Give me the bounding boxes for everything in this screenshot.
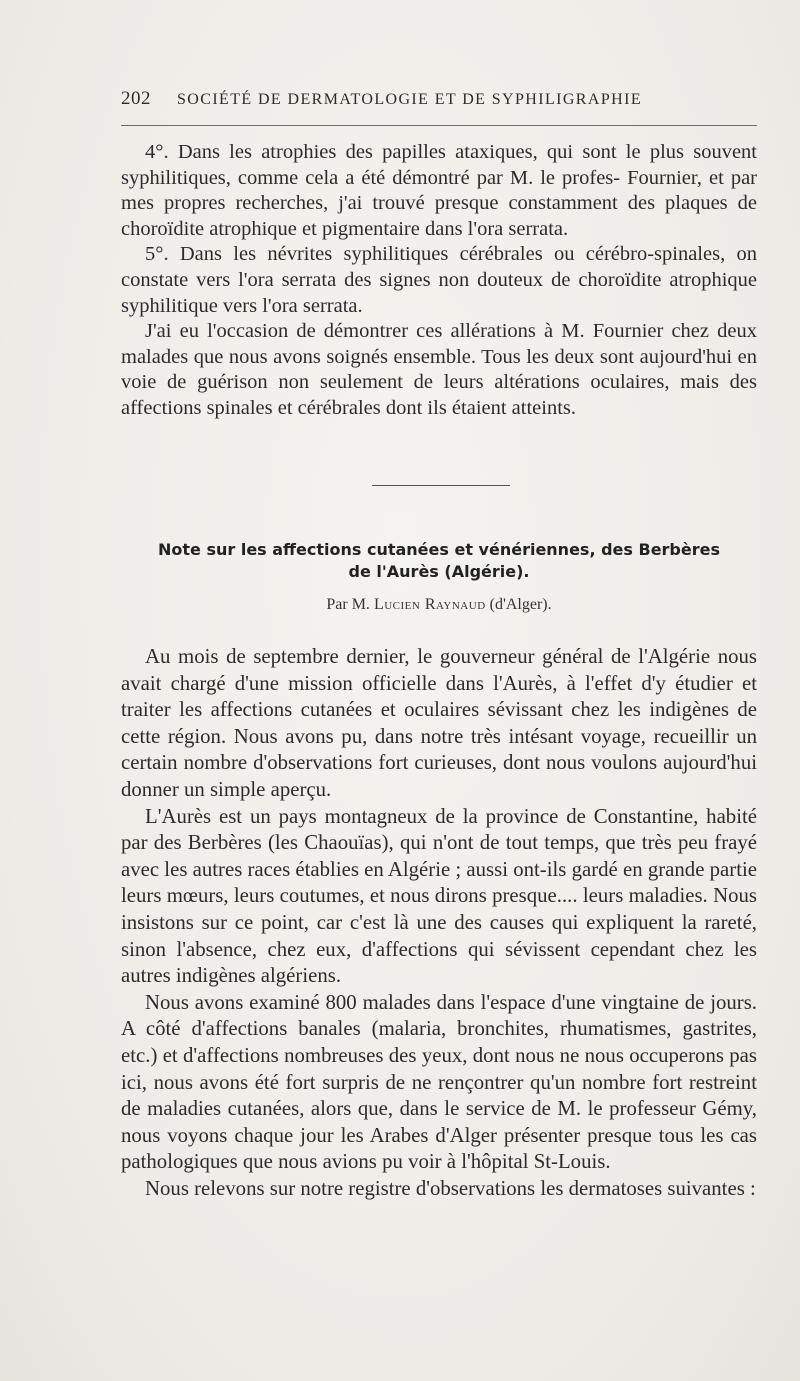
header-rule [121, 125, 757, 126]
paragraph-atrophies-papilles: 4°. Dans les atrophies des papilles ataxiques, qui sont le plus souvent syphilitiques, comme cela a été démontré par M. le profes- Fournier, et par mes propres recherches, j'ai trouvé presque constamment des plaques de choroïdite atrophique et pigmentaire dans l'ora serrata. [121, 141, 757, 240]
author-byline [121, 596, 757, 614]
section-separator [372, 485, 510, 486]
page-header [121, 88, 757, 110]
paragraph-dermatoses: Nous relevons sur notre registre d'observations les dermatoses suivantes : [145, 1176, 756, 1200]
paragraph-mission: Au mois de septembre dernier, le gouverneur général de l'Algérie nous avait chargé d'une mission officielle dans l'Aurès, à l'effet d'y étudier et traiter les affections cutanées et oculaires sévissant chez les indigènes de cette région. Nous avons pu, dans notre très intésant voyage, recueillir un certain nombre d'observations fort curieuses, dont nous voulons aujourd'hui donner un simple aperçu. [121, 645, 757, 801]
author-name: Lucien Raynaud [373, 596, 486, 613]
paragraph-demonstration: J'ai eu l'occasion de démontrer ces allérations à M. Fournier chez deux malades que nous avons soignés ensemble. Tous les deux sont aujourd'hui en voie de guérison non seulement de leurs altérations oculaires, mais des affections spinales et cérébrales dont ils étaient atteints. [121, 320, 757, 419]
note-title [121, 539, 757, 583]
note-title-line-1: Note sur les affections cutanées et vénériennes, des Berbères [158, 540, 720, 559]
note-body [121, 644, 757, 1202]
first-section [121, 140, 757, 422]
page-number: 202 [121, 88, 151, 109]
paragraph-nevrites: 5°. Dans les névrites syphilitiques cérébrales ou cérébro-spinales, on constate vers l'ora serrata des signes non douteux de choroïdite atrophique syphilitique vers l'ora serrata. [121, 243, 757, 317]
note-title-line-2: de l'Aurès (Algérie). [348, 562, 530, 581]
running-title: SOCIÉTÉ DE DERMATOLOGIE ET DE SYPHILIGRAPHIE [177, 91, 642, 108]
byline-prefix: Par M. [326, 596, 370, 613]
paragraph-aures: L'Aurès est un pays montagneux de la province de Constantine, habité par des Berbères (les Chaouïas), qui n'ont de tout temps, que très peu frayé avec les autres races établies en Algérie ; aussi ont-ils gardé en grande partie leurs mœurs, leurs coutumes, et nous dirons presque.... leurs maladies. Nous insistons sur ce point, car c'est là une des causes qui expliquent la rareté, sinon l'absence, chez eux, d'affections qui sévissent cependant chez les autres indigènes algériens. [121, 804, 757, 988]
paragraph-examined: Nous avons examiné 800 malades dans l'espace d'une vingtaine de jours. A côté d'affections banales (malaria, bronchites, rhumatismes, gastrites, etc.) et d'affections nombreuses des yeux, dont nous ne nous occuperons pas ici, nous avons été fort surpris de ne rençontrer qu'un nombre fort restreint de maladies cutanées, alors que, dans le service de M. le professeur Gémy, nous voyons chaque jour les Arabes d'Alger présenter presque tous les cas pathologiques que nous avions pu voir à l'hôpital St-Louis. [121, 990, 757, 1174]
byline-suffix: (d'Alger). [489, 596, 552, 613]
